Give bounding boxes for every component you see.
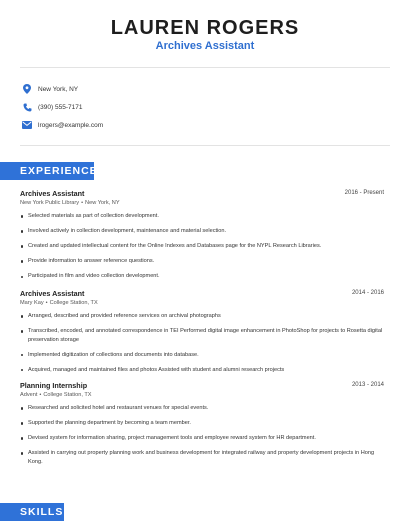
location-pin-icon	[22, 84, 32, 94]
job-employer-line: Mary Kay • College Station, TX	[20, 300, 98, 306]
job-dates: 2014 - 2016	[351, 290, 384, 296]
list-item: Implemented digitization of collections and documents into database.	[20, 351, 384, 360]
phone-icon	[22, 102, 32, 112]
list-item: Transcribed, encoded, and annotated correspondence in TEI Performed digital image enhancement in PhotoShop for projects to Rosetta digital preservation storage	[20, 327, 384, 344]
job-entry	[20, 189, 384, 281]
list-item: Arranged, described and provided reference services on archival photographs	[20, 312, 384, 321]
job-dates: 2013 - 2014	[351, 382, 384, 388]
contact-phone	[22, 100, 322, 114]
list-item: Participated in film and video collection development.	[20, 272, 384, 281]
list-item: Involved actively in collection development, maintenance and material selection.	[20, 227, 384, 236]
divider	[20, 145, 390, 146]
phone-link[interactable]: (390) 555-7171	[38, 103, 83, 111]
list-item: Devised system for information sharing, project management tools and employee reward system for HR department.	[20, 434, 384, 443]
job-location: New York, NY	[85, 200, 120, 206]
job-employer: New York Public Library	[20, 200, 80, 206]
email-link[interactable]: lrogers@example.com	[38, 121, 104, 129]
candidate-name: LAUREN ROGERS	[110, 17, 300, 39]
job-entry	[20, 289, 384, 374]
job-employer-line: Advent • College Station, TX	[20, 392, 92, 398]
job-entry	[20, 381, 384, 466]
job-title: Archives Assistant	[20, 289, 85, 298]
list-item: Acquired, managed and maintained files and photos Assisted with student and alumni research projects	[20, 366, 384, 375]
candidate-title: Archives Assistant	[155, 40, 255, 52]
job-employer: Advent	[20, 392, 38, 398]
job-dates: 2016 - Present	[344, 190, 384, 196]
envelope-icon	[22, 120, 32, 130]
job-employer: Mary Kay	[20, 300, 44, 306]
list-item: Provide information to answer reference questions.	[20, 257, 384, 266]
list-item: Researched and solicited hotel and restaurant venues for special events.	[20, 404, 384, 413]
job-location: College Station, TX	[49, 300, 98, 306]
location-text: New York, NY	[38, 85, 79, 93]
job-employer-line: New York Public Library • New York, NY	[20, 200, 120, 206]
contact-email	[22, 118, 322, 132]
list-item: Supported the planning department by becoming a team member.	[20, 419, 384, 428]
divider	[20, 67, 390, 68]
contact-location	[22, 82, 322, 96]
list-item: Assisted in carrying out property planning work and business development for integrated railway and property development projects in Hong Kong.	[20, 449, 384, 466]
section-experience-heading: EXPERIENCE	[0, 162, 94, 180]
job-bullets	[20, 404, 384, 466]
list-item: Created and updated intellectual content for the Online Indexes and Databases page for the NYPL Research Libraries.	[20, 242, 384, 251]
list-item: Selected materials as part of collection development.	[20, 212, 384, 221]
job-title: Archives Assistant	[20, 189, 85, 198]
section-skills-heading: SKILLS	[0, 503, 64, 521]
job-location: College Station, TX	[43, 392, 92, 398]
job-title: Planning Internship	[20, 381, 88, 390]
job-bullets	[20, 312, 384, 374]
job-bullets	[20, 212, 384, 281]
